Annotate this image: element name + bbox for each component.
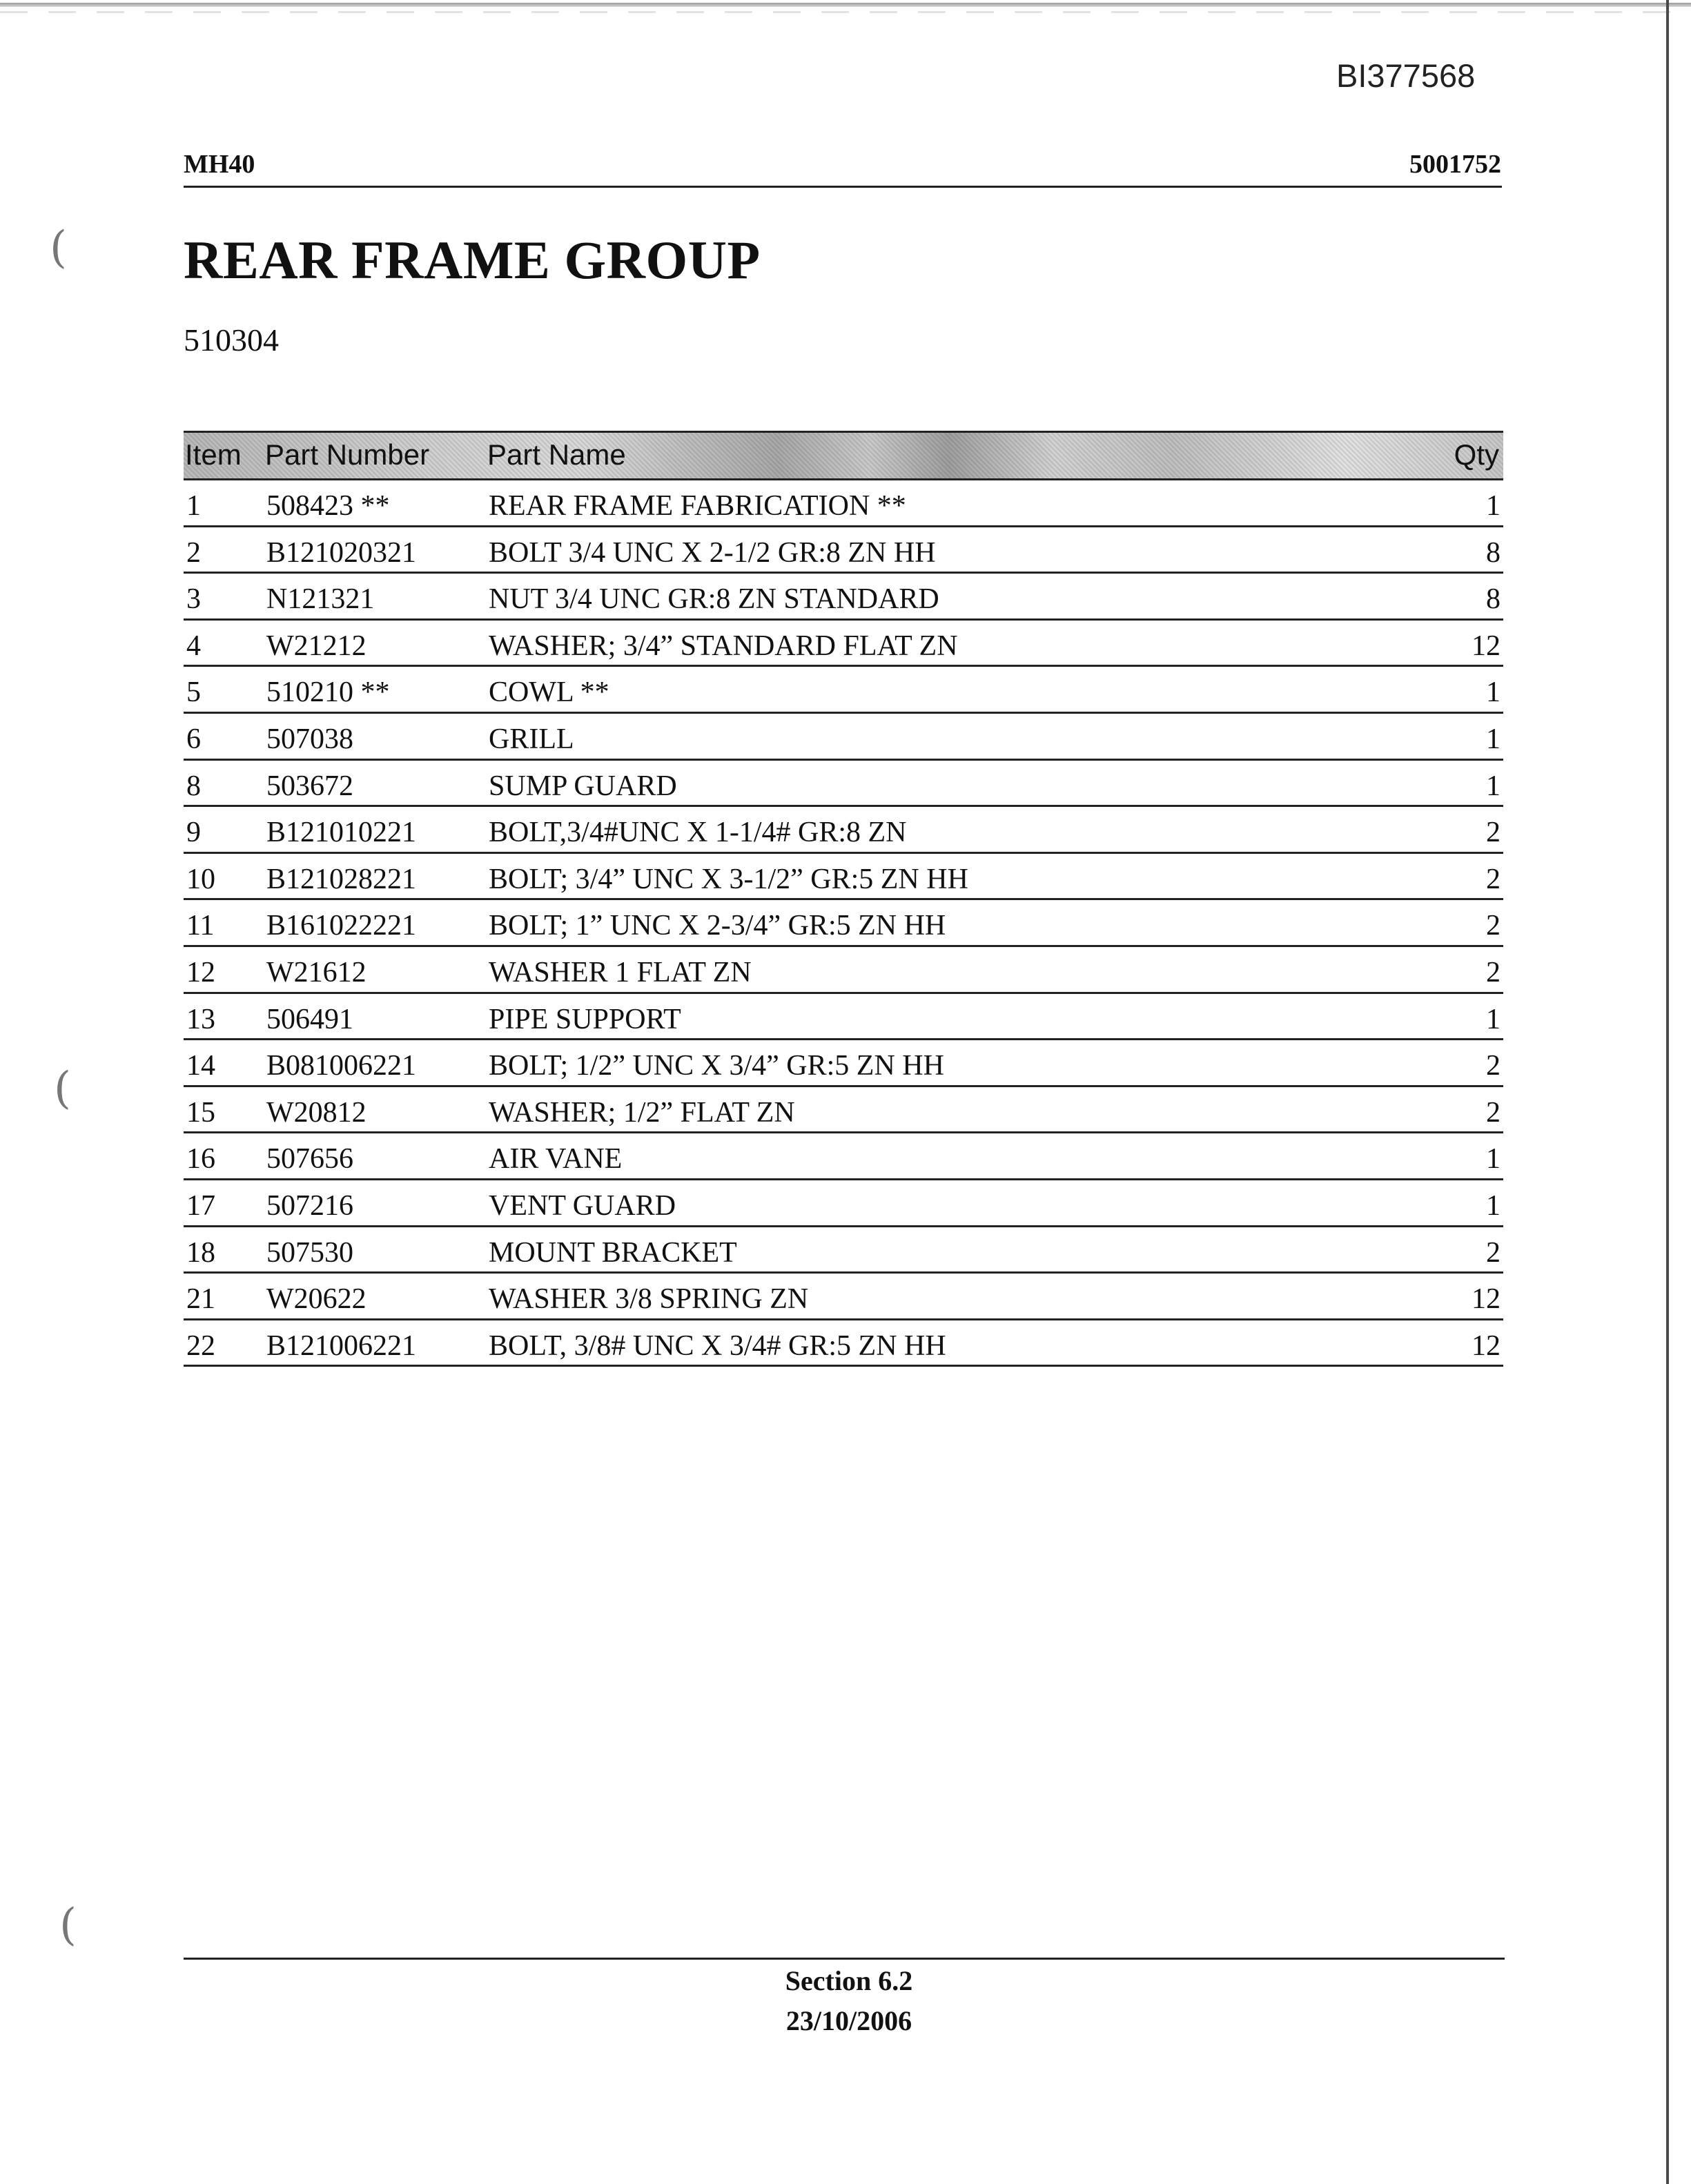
table-row: [184, 947, 1503, 994]
cell-part-name: GRILL: [489, 723, 574, 755]
cell-part-name: BOLT; 1” UNC X 2-3/4” GR:5 ZN HH: [489, 910, 946, 942]
cell-part-number: 507038: [266, 723, 353, 755]
cell-qty: 1: [1486, 1003, 1501, 1035]
cell-part-number: 507530: [266, 1236, 353, 1269]
cell-qty: 2: [1486, 1236, 1501, 1269]
cell-part-name: COWL **: [489, 676, 609, 709]
header-divider: [184, 186, 1502, 188]
cell-part-name: WASHER; 3/4” STANDARD FLAT ZN: [489, 630, 958, 662]
cell-item: 9: [186, 817, 201, 849]
scan-top-edge: [0, 3, 1691, 7]
footer-section: Section 6.2: [785, 1965, 913, 1996]
column-header-item: Item: [185, 438, 242, 471]
cell-part-number: 507656: [266, 1143, 353, 1176]
cell-part-number: W21612: [266, 956, 366, 988]
column-header-part-name: Part Name: [487, 438, 626, 471]
column-header-qty: Qty: [1454, 438, 1499, 471]
cell-part-number: B121020321: [266, 536, 417, 569]
cell-part-name: REAR FRAME FABRICATION **: [489, 490, 906, 522]
cell-part-name: WASHER 3/8 SPRING ZN: [489, 1283, 809, 1316]
cell-qty: 2: [1486, 956, 1501, 988]
cell-part-number: 508423 **: [266, 490, 390, 522]
cell-part-number: 510210 **: [266, 676, 390, 709]
cell-item: 11: [186, 910, 215, 942]
cell-item: 21: [186, 1283, 215, 1316]
cell-item: 10: [186, 863, 215, 895]
cell-qty: 1: [1486, 770, 1501, 802]
table-row: [184, 1087, 1503, 1134]
table-row: [184, 761, 1503, 808]
cell-item: 15: [186, 1096, 215, 1129]
table-row: [184, 1274, 1503, 1320]
cell-part-name: BOLT 3/4 UNC X 2-1/2 GR:8 ZN HH: [489, 536, 936, 569]
scan-right-edge: [1666, 0, 1669, 2184]
cell-qty: 8: [1486, 583, 1501, 616]
cell-qty: 1: [1486, 723, 1501, 755]
table-row: [184, 900, 1503, 947]
cell-part-number: W20622: [266, 1283, 366, 1316]
table-row: [184, 621, 1503, 667]
cell-qty: 2: [1486, 863, 1501, 895]
cell-part-name: BOLT,3/4#UNC X 1-1/4# GR:8 ZN: [489, 817, 907, 849]
cell-part-number: B161022221: [266, 910, 417, 942]
cell-part-number: W20812: [266, 1096, 366, 1129]
table-row: [184, 480, 1503, 527]
cell-qty: 12: [1472, 1329, 1501, 1362]
table-row: [184, 1227, 1503, 1274]
scan-noise: [0, 11, 1691, 13]
cell-qty: 1: [1486, 676, 1501, 709]
binder-hole-mark: (: [50, 222, 67, 273]
cell-item: 4: [186, 630, 201, 662]
table-row: [184, 1320, 1503, 1367]
binder-hole-mark: (: [59, 1900, 77, 1951]
column-header-part-number: Part Number: [265, 438, 430, 471]
footer-divider: [184, 1958, 1505, 1960]
cell-part-number: 507216: [266, 1189, 353, 1222]
cell-part-name: PIPE SUPPORT: [489, 1003, 681, 1035]
footer-date: 23/10/2006: [785, 2005, 912, 2036]
cell-part-name: VENT GUARD: [489, 1189, 676, 1222]
cell-part-name: NUT 3/4 UNC GR:8 ZN STANDARD: [489, 583, 939, 616]
table-row: [184, 854, 1503, 901]
cell-part-name: BOLT, 3/8# UNC X 3/4# GR:5 ZN HH: [489, 1329, 946, 1362]
assembly-number: 510304: [184, 322, 279, 358]
cell-qty: 2: [1486, 1096, 1501, 1129]
parts-table: [184, 431, 1503, 1367]
cell-part-name: MOUNT BRACKET: [489, 1236, 737, 1269]
cell-part-number: B121010221: [266, 817, 417, 849]
cell-qty: 1: [1486, 1189, 1501, 1222]
cell-part-name: WASHER; 1/2” FLAT ZN: [489, 1096, 795, 1129]
cell-part-name: BOLT; 3/4” UNC X 3-1/2” GR:5 ZN HH: [489, 863, 968, 895]
cell-item: 13: [186, 1003, 215, 1035]
cell-part-name: AIR VANE: [489, 1143, 623, 1176]
cell-part-number: B121028221: [266, 863, 417, 895]
cell-part-name: BOLT; 1/2” UNC X 3/4” GR:5 ZN HH: [489, 1050, 944, 1082]
cell-part-name: WASHER 1 FLAT ZN: [489, 956, 752, 988]
cell-item: 5: [186, 676, 201, 709]
cell-part-name: SUMP GUARD: [489, 770, 677, 802]
cell-item: 22: [186, 1329, 215, 1362]
cell-qty: 2: [1486, 817, 1501, 849]
cell-part-number: N121321: [266, 583, 375, 616]
cell-qty: 12: [1472, 1283, 1501, 1316]
model-label: MH40: [184, 150, 255, 179]
cell-qty: 2: [1486, 910, 1501, 942]
binder-hole-mark: (: [54, 1063, 71, 1114]
cell-item: 17: [186, 1189, 215, 1222]
table-row: [184, 1133, 1503, 1180]
cell-item: 12: [186, 956, 215, 988]
cell-item: 16: [186, 1143, 215, 1176]
cell-qty: 12: [1472, 630, 1501, 662]
table-header: [184, 431, 1503, 480]
cell-item: 6: [186, 723, 201, 755]
table-row: [184, 574, 1503, 621]
cell-item: 1: [186, 490, 201, 522]
cell-item: 8: [186, 770, 201, 802]
document-code: BI377568: [1336, 57, 1476, 94]
table-row: [184, 714, 1503, 761]
cell-qty: 1: [1486, 490, 1501, 522]
cell-item: 2: [186, 536, 201, 569]
cell-item: 18: [186, 1236, 215, 1269]
table-row: [184, 807, 1503, 854]
cell-part-number: 506491: [266, 1003, 353, 1035]
table-row: [184, 527, 1503, 574]
table-row: [184, 667, 1503, 714]
cell-part-number: B081006221: [266, 1050, 417, 1082]
cell-part-number: W21212: [266, 630, 366, 662]
cell-item: 3: [186, 583, 201, 616]
cell-qty: 2: [1486, 1050, 1501, 1082]
cell-part-number: 503672: [266, 770, 353, 802]
page-title: REAR FRAME GROUP: [184, 230, 761, 290]
table-row: [184, 1040, 1503, 1087]
cell-part-number: B121006221: [266, 1329, 417, 1362]
table-row: [184, 1180, 1503, 1227]
cell-qty: 1: [1486, 1143, 1501, 1176]
header-number: 5001752: [1409, 150, 1501, 179]
table-row: [184, 994, 1503, 1041]
cell-item: 14: [186, 1050, 215, 1082]
cell-qty: 8: [1486, 536, 1501, 569]
